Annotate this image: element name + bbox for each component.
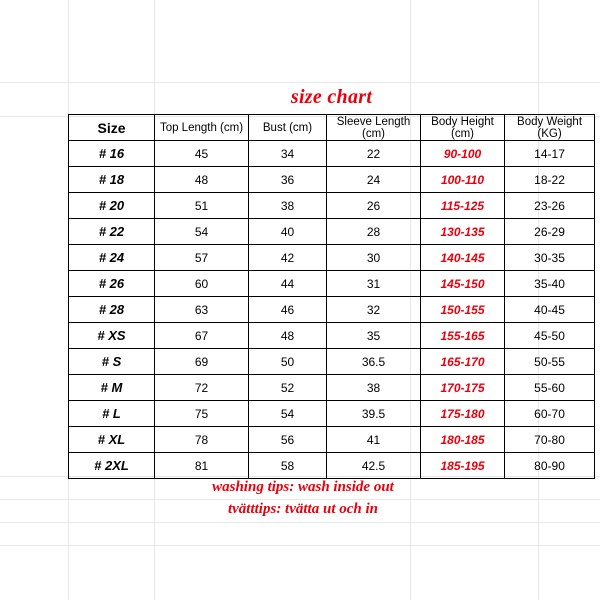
cell-size: # 26 <box>69 271 155 297</box>
cell-bust: 58 <box>249 453 327 479</box>
cell-body-weight: 50-55 <box>505 349 595 375</box>
table-row <box>69 323 595 349</box>
cell-bust: 34 <box>249 141 327 167</box>
table-row <box>69 245 595 271</box>
cell-top-length: 57 <box>155 245 249 271</box>
cell-sleeve-length: 35 <box>327 323 421 349</box>
column-header-bust: Bust (cm) <box>249 115 327 141</box>
cell-size: # 24 <box>69 245 155 271</box>
cell-sleeve-length: 38 <box>327 375 421 401</box>
cell-bust: 44 <box>249 271 327 297</box>
cell-size: # 18 <box>69 167 155 193</box>
cell-bust: 46 <box>249 297 327 323</box>
cell-top-length: 72 <box>155 375 249 401</box>
guide-line-horizontal <box>0 545 600 546</box>
cell-top-length: 75 <box>155 401 249 427</box>
table-row <box>69 193 595 219</box>
column-header-top-length: Top Length (cm) <box>155 115 249 141</box>
cell-body-weight: 70-80 <box>505 427 595 453</box>
cell-size: # 22 <box>69 219 155 245</box>
table-header <box>69 82 595 141</box>
cell-sleeve-length: 31 <box>327 271 421 297</box>
cell-body-weight: 80-90 <box>505 453 595 479</box>
cell-sleeve-length: 39.5 <box>327 401 421 427</box>
cell-body-height: 115-125 <box>421 193 505 219</box>
cell-size: # L <box>69 401 155 427</box>
cell-body-height: 140-145 <box>421 245 505 271</box>
cell-top-length: 69 <box>155 349 249 375</box>
page-title: size chart <box>290 86 373 108</box>
washing-tips-line-en: washing tips: wash inside out <box>212 479 394 495</box>
table-row <box>69 375 595 401</box>
cell-body-weight: 23-26 <box>505 193 595 219</box>
table-row <box>69 219 595 245</box>
cell-top-length: 48 <box>155 167 249 193</box>
cell-body-height: 175-180 <box>421 401 505 427</box>
cell-body-weight: 18-22 <box>505 167 595 193</box>
column-header-sleeve-length: Sleeve Length (cm) <box>327 115 421 141</box>
cell-body-height: 180-185 <box>421 427 505 453</box>
cell-sleeve-length: 26 <box>327 193 421 219</box>
column-header-body-height: Body Height (cm) <box>421 115 505 141</box>
table-body <box>69 141 595 479</box>
cell-body-weight: 35-40 <box>505 271 595 297</box>
size-chart-table <box>68 82 595 479</box>
cell-body-height: 185-195 <box>421 453 505 479</box>
cell-body-height: 170-175 <box>421 375 505 401</box>
cell-size: # 16 <box>69 141 155 167</box>
table-row <box>69 453 595 479</box>
cell-bust: 56 <box>249 427 327 453</box>
cell-sleeve-length: 22 <box>327 141 421 167</box>
cell-body-height: 130-135 <box>421 219 505 245</box>
cell-sleeve-length: 36.5 <box>327 349 421 375</box>
column-header-body-weight: Body Weight (KG) <box>505 115 595 141</box>
cell-body-height: 165-170 <box>421 349 505 375</box>
cell-top-length: 78 <box>155 427 249 453</box>
cell-top-length: 45 <box>155 141 249 167</box>
washing-tips-line-sv: tvätttips: tvätta ut och in <box>227 501 378 517</box>
cell-bust: 38 <box>249 193 327 219</box>
table-row <box>69 271 595 297</box>
guide-line-horizontal <box>0 522 600 523</box>
cell-size: # S <box>69 349 155 375</box>
cell-top-length: 67 <box>155 323 249 349</box>
cell-body-height: 100-110 <box>421 167 505 193</box>
table-title-row <box>69 82 595 115</box>
cell-size: # XL <box>69 427 155 453</box>
size-chart-table-container <box>68 82 583 479</box>
cell-bust: 52 <box>249 375 327 401</box>
cell-body-weight: 60-70 <box>505 401 595 427</box>
table-row <box>69 167 595 193</box>
table-row <box>69 297 595 323</box>
cell-body-weight: 55-60 <box>505 375 595 401</box>
cell-size: # 20 <box>69 193 155 219</box>
cell-body-height: 145-150 <box>421 271 505 297</box>
table-row <box>69 349 595 375</box>
cell-body-height: 155-165 <box>421 323 505 349</box>
cell-bust: 42 <box>249 245 327 271</box>
cell-body-height: 90-100 <box>421 141 505 167</box>
cell-bust: 50 <box>249 349 327 375</box>
cell-top-length: 51 <box>155 193 249 219</box>
cell-sleeve-length: 41 <box>327 427 421 453</box>
cell-body-weight: 14-17 <box>505 141 595 167</box>
cell-top-length: 54 <box>155 219 249 245</box>
cell-size: # M <box>69 375 155 401</box>
cell-sleeve-length: 24 <box>327 167 421 193</box>
cell-body-weight: 40-45 <box>505 297 595 323</box>
table-row <box>69 141 595 167</box>
cell-top-length: 81 <box>155 453 249 479</box>
cell-bust: 48 <box>249 323 327 349</box>
cell-sleeve-length: 32 <box>327 297 421 323</box>
cell-body-height: 150-155 <box>421 297 505 323</box>
cell-sleeve-length: 30 <box>327 245 421 271</box>
table-row <box>69 401 595 427</box>
cell-top-length: 63 <box>155 297 249 323</box>
cell-bust: 54 <box>249 401 327 427</box>
cell-body-weight: 45-50 <box>505 323 595 349</box>
column-header-size: Size <box>69 115 155 141</box>
cell-body-weight: 26-29 <box>505 219 595 245</box>
cell-sleeve-length: 28 <box>327 219 421 245</box>
cell-body-weight: 30-35 <box>505 245 595 271</box>
cell-top-length: 60 <box>155 271 249 297</box>
cell-size: # 2XL <box>69 453 155 479</box>
cell-bust: 36 <box>249 167 327 193</box>
washing-tips <box>68 476 538 520</box>
cell-sleeve-length: 42.5 <box>327 453 421 479</box>
cell-size: # XS <box>69 323 155 349</box>
table-row <box>69 427 595 453</box>
cell-bust: 40 <box>249 219 327 245</box>
table-column-header-row <box>69 115 595 141</box>
cell-size: # 28 <box>69 297 155 323</box>
